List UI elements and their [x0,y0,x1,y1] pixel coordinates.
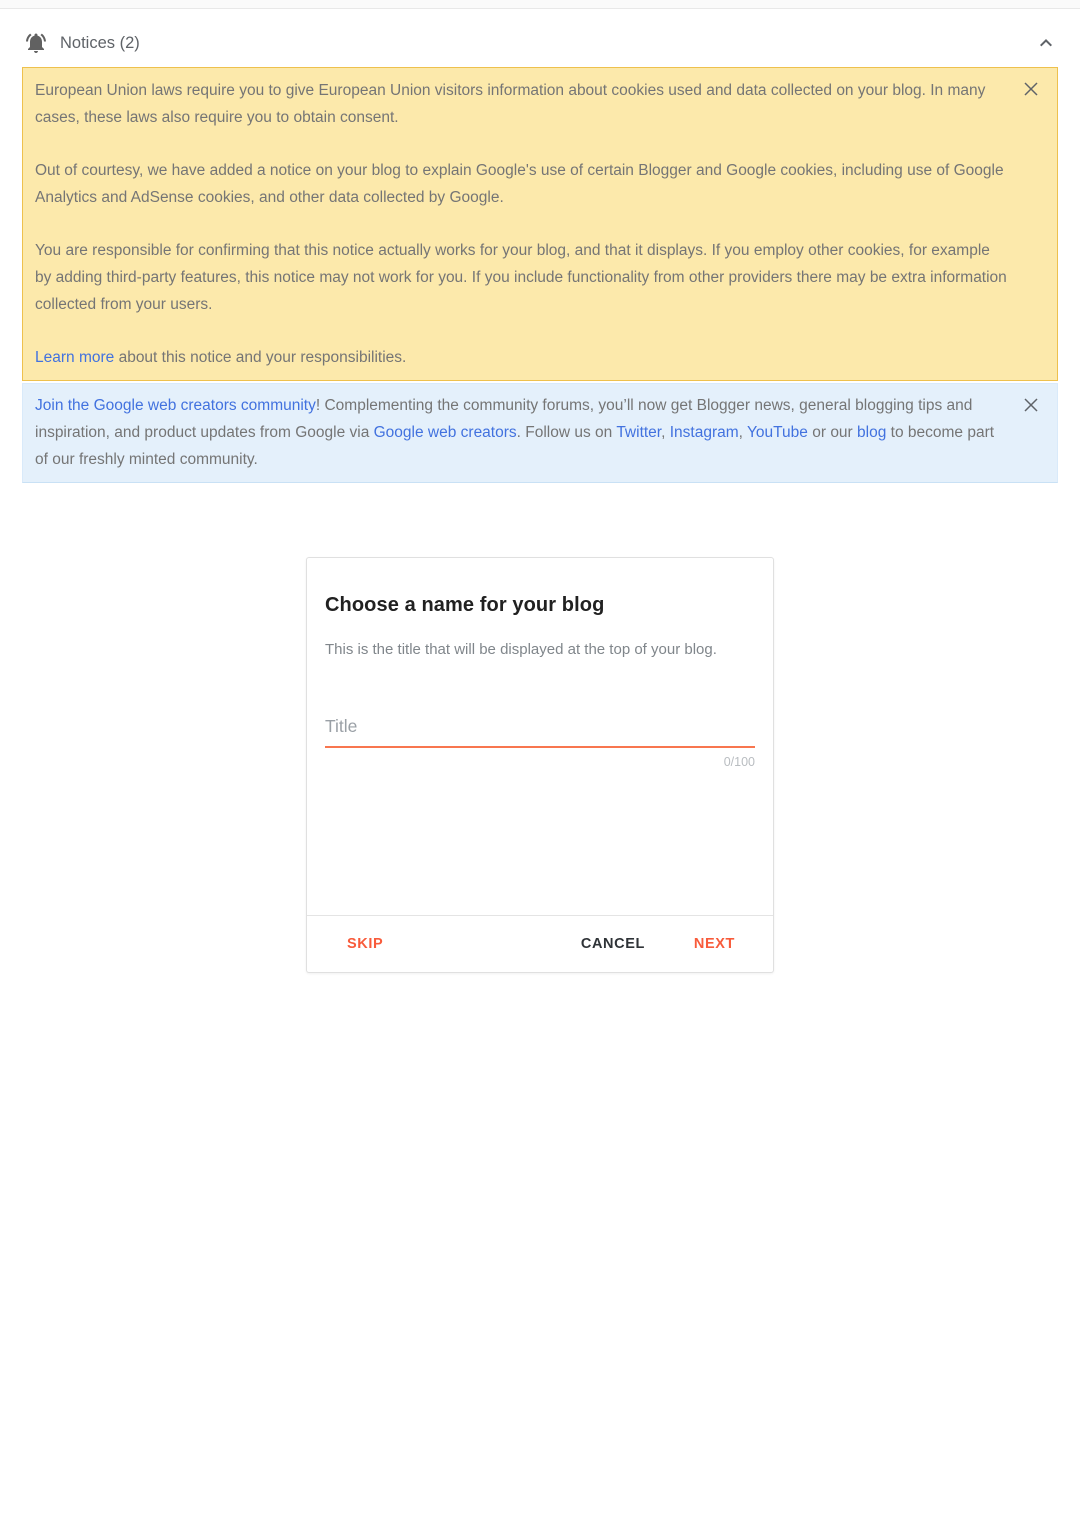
blog-name-dialog [306,557,774,973]
community-notice-segment: , [661,424,670,441]
eu-cookies-notice-banner [22,67,1058,381]
community-notice-text [35,392,1007,473]
web-creators-notice-banner [22,383,1058,483]
blog-name-dialog-body [307,558,773,915]
community-notice-segment: , [738,424,747,441]
join-community-link[interactable]: Join the Google web creators community [35,397,316,414]
blog-title-input[interactable] [325,710,755,748]
youtube-link[interactable]: YouTube [747,424,808,441]
community-notice-segment: ! Complementing the community forums, you’ll now get Blogger news, general blogging tips and inspiration, and product updates from Google via [35,397,973,441]
close-eu-notice-button[interactable] [1021,79,1041,99]
close-community-notice-button[interactable] [1021,395,1041,415]
google-web-creators-link[interactable]: Google web creators [373,424,517,441]
chevron-up-icon [1034,31,1058,55]
community-notice-segment: . Follow us on [516,424,617,441]
blog-link[interactable]: blog [857,424,887,441]
dialog-footer [307,915,773,972]
dialog-title: Choose a name for your blog [325,594,605,616]
learn-more-link[interactable]: Learn more [35,349,115,366]
character-counter: 0/100 [723,755,755,769]
eu-notice-paragraph-4-text: about this notice and your responsibilities. [114,349,407,366]
instagram-link[interactable]: Instagram [669,424,739,441]
eu-notice-paragraph-1: European Union laws require you to give European Union visitors information about cookies used and data collected on your blog. In many cases, these laws also require you to obtain consent. [35,82,986,126]
eu-notice-paragraph-4 [35,344,1007,371]
notices-header [0,9,1080,67]
skip-button[interactable]: SKIP [347,936,384,952]
title-input-wrap [325,710,755,769]
close-icon [1021,395,1041,415]
app-bar-bottom-strip [0,0,1080,9]
eu-notice-paragraph-2: Out of courtesy, we have added a notice on your blog to explain Google's use of certain Blogger and Google cookies, including use of Google Analytics and AdSense cookies, and other data collected by Google. [35,162,1004,206]
community-notice-segment: or our [807,424,858,441]
notices-title: Notices (2) [60,33,140,52]
close-icon [1021,79,1041,99]
eu-notice-paragraph-3: You are responsible for confirming that this notice actually works for your blog, and that it displays. If you employ other cookies, for example by adding third-party features, this notice may not work for you. If you include functionality from other providers there may be extra information collected from your users. [35,242,1007,313]
twitter-link[interactable]: Twitter [616,424,662,441]
collapse-notices-button[interactable] [1034,31,1058,55]
dialog-spacer [325,769,755,915]
notifications-bell-icon [24,31,48,55]
community-notice-segment: to become part of our freshly minted community. [35,424,995,468]
cancel-button[interactable]: CANCEL [580,936,645,952]
dialog-subtitle: This is the title that will be displayed at the top of your blog. [325,641,717,658]
next-button[interactable]: NEXT [693,936,735,952]
